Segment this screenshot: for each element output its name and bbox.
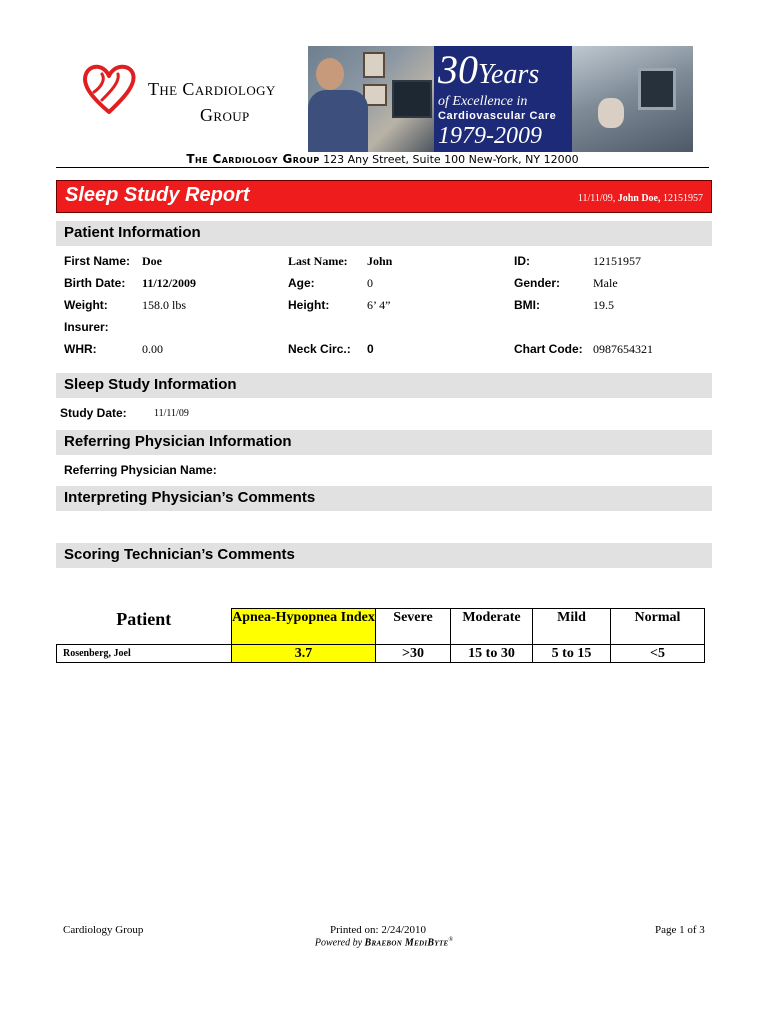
- section-interpreting-comments: [56, 486, 712, 511]
- report-meta-id: 12151957: [663, 193, 703, 204]
- report-meta-name: John Doe,: [617, 193, 661, 204]
- bmi-value: 19.5: [593, 298, 614, 312]
- powered-prefix: Powered by: [314, 937, 363, 949]
- severe-range-cell: >30: [376, 645, 451, 663]
- powered-brand: Braebon MediByte: [364, 937, 449, 949]
- ahi-value-cell: 3.7: [232, 645, 376, 663]
- footer-printed-on: Printed on: 2/24/2010: [330, 924, 426, 936]
- heart-logo-icon: [80, 62, 138, 116]
- banner-line-1: of Excellence in: [438, 94, 528, 109]
- id-label: ID:: [514, 254, 530, 268]
- section-patient-information: [56, 221, 712, 246]
- weight-label: Weight:: [64, 298, 108, 312]
- header-divider: [56, 167, 709, 168]
- ahi-severity-table: [56, 608, 705, 663]
- insurer-label: Insurer:: [64, 320, 109, 334]
- address-brand: The Cardiology Group: [186, 152, 320, 166]
- neck-circ-value: 0: [367, 342, 374, 356]
- address-line: [56, 152, 709, 166]
- height-label: Height:: [288, 298, 330, 312]
- banner-line-2: Cardiovascular Care: [438, 110, 557, 122]
- banner-anniversary: [434, 46, 572, 152]
- logo-line-1: The Cardiology: [148, 79, 276, 99]
- logo-line-2: Group: [200, 105, 250, 125]
- gender-label: Gender:: [514, 276, 561, 290]
- report-title-bar: [56, 180, 712, 213]
- moderate-range-cell: 15 to 30: [451, 645, 533, 663]
- moderate-column-header: Moderate: [451, 609, 533, 645]
- age-value: 0: [367, 276, 373, 290]
- section-heading: Patient Information: [64, 224, 201, 241]
- study-date-label: Study Date:: [60, 406, 127, 420]
- gender-value: Male: [593, 276, 618, 290]
- whr-label: WHR:: [64, 342, 97, 356]
- birth-date-value: 11/12/2009: [142, 276, 197, 290]
- whr-value: 0.00: [142, 342, 163, 356]
- weight-value: 158.0 lbs: [142, 298, 187, 312]
- age-label: Age:: [288, 276, 315, 290]
- banner-photo-doctors: [308, 46, 434, 152]
- report-meta: [578, 193, 703, 204]
- study-date-value: 11/11/09: [154, 408, 189, 419]
- first-name-label: First Name:: [64, 254, 131, 268]
- section-scoring-comments: [56, 543, 712, 568]
- banner-big-word: Years: [478, 59, 540, 90]
- banner-big-number: 30: [438, 47, 478, 92]
- height-value: 6’ 4”: [367, 298, 391, 312]
- banner-line-3: 1979-2009: [438, 123, 542, 149]
- address-text: 123 Any Street, Suite 100 New-York, NY 12000: [323, 153, 579, 166]
- footer-powered-by: [0, 937, 768, 948]
- chart-code-label: Chart Code:: [514, 342, 583, 356]
- report-title: Sleep Study Report: [65, 184, 250, 206]
- first-name-value: Doe: [142, 254, 162, 268]
- banner-photo-equipment: [572, 46, 693, 152]
- birth-date-label: Birth Date:: [64, 276, 126, 290]
- section-sleep-study-information: [56, 373, 712, 398]
- section-heading: Referring Physician Information: [64, 433, 292, 450]
- header-banner: [308, 46, 693, 152]
- normal-column-header: Normal: [611, 609, 705, 645]
- last-name-value: John: [367, 254, 393, 268]
- section-heading: Interpreting Physician’s Comments: [64, 489, 316, 506]
- report-meta-date: 11/11/09,: [577, 193, 616, 204]
- id-value: 12151957: [593, 254, 641, 268]
- patient-column-header: Patient: [57, 609, 232, 645]
- section-heading: Scoring Technician’s Comments: [64, 546, 295, 563]
- logo-wordmark: [148, 76, 298, 128]
- footer-page-number: Page 1 of 3: [655, 924, 705, 936]
- footer-organization: Cardiology Group: [63, 924, 144, 936]
- ahi-column-header: Apnea-Hypopnea Index: [232, 609, 376, 645]
- table-row: [57, 645, 705, 663]
- bmi-label: BMI:: [514, 298, 540, 312]
- section-heading: Sleep Study Information: [64, 376, 237, 393]
- section-referring-physician: [56, 430, 712, 455]
- mild-column-header: Mild: [533, 609, 611, 645]
- neck-circ-label: Neck Circ.:: [288, 342, 351, 356]
- patient-name-cell: Rosenberg, Joel: [57, 645, 232, 663]
- chart-code-value: 0987654321: [593, 342, 653, 356]
- mild-range-cell: 5 to 15: [533, 645, 611, 663]
- severe-column-header: Severe: [376, 609, 451, 645]
- last-name-label: Last Name:: [288, 254, 348, 268]
- normal-range-cell: <5: [611, 645, 705, 663]
- registered-mark: ®: [448, 937, 454, 943]
- referring-physician-name-label: Referring Physician Name:: [64, 463, 217, 477]
